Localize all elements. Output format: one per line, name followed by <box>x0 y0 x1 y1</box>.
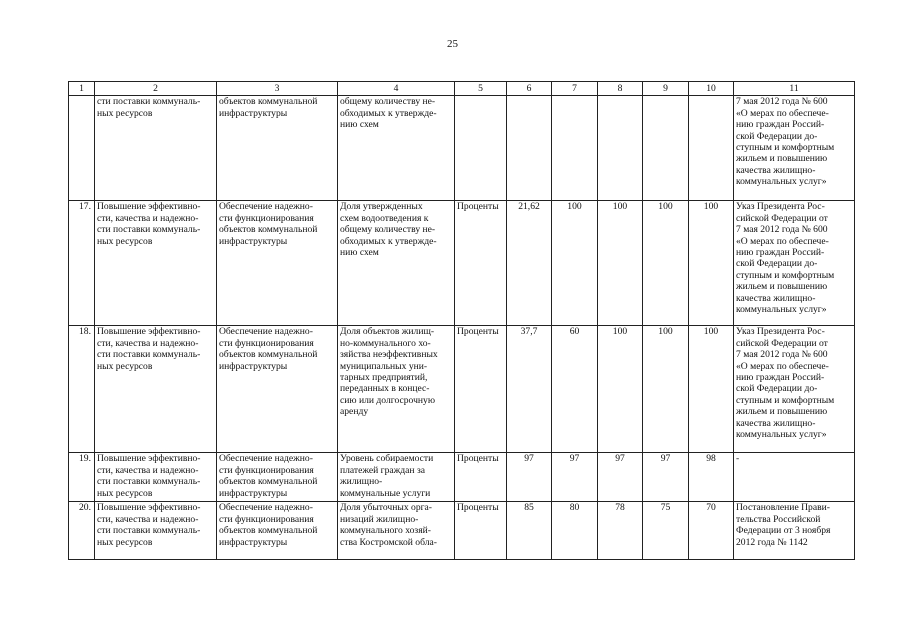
cell-line: инфраструктуры <box>219 536 288 548</box>
cell-task <box>217 326 338 453</box>
column-header: 11 <box>734 82 855 96</box>
cell-line: 7 мая 2012 года № 600 <box>736 224 828 236</box>
cell-line: Постановление Прави- <box>736 502 830 514</box>
column-header: 7 <box>552 82 598 96</box>
column-header: 10 <box>689 82 734 96</box>
cell-line: жильем и повышению <box>736 281 828 293</box>
cell-line: жильем и повышению <box>736 406 828 418</box>
cell-line: платежей граждан за <box>340 464 426 476</box>
cell-goal <box>95 96 217 201</box>
cell-line: Повышение эффективно- <box>97 453 201 465</box>
cell-task <box>217 201 338 326</box>
cell-line: сти, качества и надежно- <box>97 464 199 476</box>
column-header: 1 <box>69 82 95 96</box>
cell-line: качества жилищно- <box>736 417 816 429</box>
cell-line: - <box>736 453 740 465</box>
cell-line: качества жилищно- <box>736 164 816 176</box>
cell-line: тельства Российской <box>736 513 821 525</box>
cell-value: 97 <box>598 453 643 502</box>
cell-line: нию граждан Россий- <box>736 247 825 259</box>
cell-value <box>643 96 689 201</box>
cell-line: Доля утвержденных <box>340 201 423 213</box>
cell-value: 37,7 <box>507 326 552 453</box>
cell-line: жильем и повышению <box>736 153 828 165</box>
cell-line: Повышение эффективно- <box>97 502 201 514</box>
cell-line: сию или долгосрочную <box>340 394 436 406</box>
cell-value: 21,62 <box>507 201 552 326</box>
cell-goal <box>95 502 217 560</box>
cell-line: ступным и комфортным <box>736 142 835 154</box>
cell-task <box>217 502 338 560</box>
cell-value: 100 <box>689 326 734 453</box>
cell-line: переданных в концес- <box>340 383 430 395</box>
cell-line: коммунальных услуг» <box>736 304 827 316</box>
table-row <box>69 502 855 560</box>
cell-line: инфраструктуры <box>219 235 288 247</box>
cell-value: 100 <box>552 201 598 326</box>
cell-value <box>598 96 643 201</box>
cell-indicator <box>338 502 455 560</box>
cell-line: ступным и комфортным <box>736 269 835 281</box>
table-row <box>69 96 855 201</box>
cell-value <box>507 96 552 201</box>
cell-line: коммунальных услуг» <box>736 176 827 188</box>
cell-line: Указ Президента Рос- <box>736 201 825 213</box>
cell-line: Обеспечение надежно- <box>219 326 313 338</box>
cell-line: аренду <box>340 406 369 418</box>
cell-line: коммунального хозяй- <box>340 525 431 537</box>
header-row <box>69 82 855 96</box>
cell-unit: Проценты <box>455 453 507 502</box>
cell-value: 97 <box>643 453 689 502</box>
cell-unit: Проценты <box>455 502 507 560</box>
cell-line: Обеспечение надежно- <box>219 201 313 213</box>
cell-indicator <box>338 453 455 502</box>
column-header: 4 <box>338 82 455 96</box>
cell-goal <box>95 326 217 453</box>
cell-value: 98 <box>689 453 734 502</box>
cell-value: 100 <box>643 201 689 326</box>
cell-line: ской Федерации до- <box>736 130 818 142</box>
cell-line: сти поставки коммуналь- <box>97 224 201 236</box>
table-row <box>69 201 855 326</box>
cell-line: инфраструктуры <box>219 487 288 499</box>
cell-line: нию схем <box>340 119 379 131</box>
cell-value: 78 <box>598 502 643 560</box>
cell-value: 75 <box>643 502 689 560</box>
cell-basis <box>734 96 855 201</box>
row-number: 20. <box>69 502 95 560</box>
table-body <box>69 82 855 560</box>
cell-line: Указ Президента Рос- <box>736 326 825 338</box>
cell-line: ства Костромской обла- <box>340 536 437 548</box>
cell-line: сти функционирования <box>219 337 314 349</box>
cell-basis <box>734 502 855 560</box>
row-number: 17. <box>69 201 95 326</box>
cell-value: 100 <box>598 201 643 326</box>
cell-unit: Проценты <box>455 326 507 453</box>
cell-line: ных ресурсов <box>97 360 153 372</box>
cell-line: тарных предприятий, <box>340 372 428 384</box>
cell-line: сти функционирования <box>219 212 314 224</box>
cell-line: Доля убыточных орга- <box>340 502 433 514</box>
cell-basis <box>734 453 855 502</box>
cell-value <box>689 96 734 201</box>
cell-line: ской Федерации до- <box>736 383 818 395</box>
cell-line: сти функционирования <box>219 513 314 525</box>
cell-line: ступным и комфортным <box>736 394 835 406</box>
row-number <box>69 96 95 201</box>
cell-line: нию схем <box>340 247 379 259</box>
cell-line: инфраструктуры <box>219 360 288 372</box>
cell-line: 2012 года № 1142 <box>736 536 808 548</box>
cell-value: 100 <box>643 326 689 453</box>
cell-task <box>217 453 338 502</box>
cell-indicator <box>338 326 455 453</box>
cell-line: «О мерах по обеспече- <box>736 235 829 247</box>
row-number: 18. <box>69 326 95 453</box>
cell-value: 97 <box>552 453 598 502</box>
cell-line: объектов коммунальной <box>219 525 318 537</box>
cell-indicator <box>338 201 455 326</box>
cell-line: ных ресурсов <box>97 107 153 119</box>
cell-line: жилищно- <box>340 476 383 488</box>
cell-line: обходимых к утвержде- <box>340 235 437 247</box>
cell-line: сти, качества и надежно- <box>97 337 199 349</box>
cell-goal <box>95 201 217 326</box>
cell-line: зяйства неэффективных <box>340 349 438 361</box>
cell-line: сти поставки коммуналь- <box>97 476 201 488</box>
cell-line: но-коммунального хо- <box>340 337 431 349</box>
row-number: 19. <box>69 453 95 502</box>
cell-line: Доля объектов жилищ- <box>340 326 435 338</box>
cell-line: ных ресурсов <box>97 235 153 247</box>
column-header: 9 <box>643 82 689 96</box>
cell-line: инфраструктуры <box>219 107 288 119</box>
cell-line: нию граждан Россий- <box>736 119 825 131</box>
cell-line: объектов коммунальной <box>219 349 318 361</box>
indicators-table <box>68 81 855 560</box>
cell-line: сти поставки коммуналь- <box>97 96 201 108</box>
column-header: 5 <box>455 82 507 96</box>
cell-basis <box>734 326 855 453</box>
cell-line: сийской Федерации от <box>736 212 828 224</box>
cell-task <box>217 96 338 201</box>
column-header: 8 <box>598 82 643 96</box>
cell-value: 60 <box>552 326 598 453</box>
cell-line: схем водоотведения к <box>340 212 429 224</box>
cell-line: обходимых к утвержде- <box>340 107 437 119</box>
cell-value: 70 <box>689 502 734 560</box>
cell-goal <box>95 453 217 502</box>
cell-value: 100 <box>598 326 643 453</box>
cell-line: сти функционирования <box>219 464 314 476</box>
cell-line: ных ресурсов <box>97 487 153 499</box>
cell-line: сти поставки коммуналь- <box>97 525 201 537</box>
cell-value: 97 <box>507 453 552 502</box>
table-row <box>69 326 855 453</box>
cell-indicator <box>338 96 455 201</box>
table-row <box>69 453 855 502</box>
cell-value: 100 <box>689 201 734 326</box>
cell-line: 7 мая 2012 года № 600 <box>736 96 828 108</box>
cell-line: Обеспечение надежно- <box>219 453 313 465</box>
cell-line: сийской Федерации от <box>736 337 828 349</box>
cell-line: 7 мая 2012 года № 600 <box>736 349 828 361</box>
cell-line: «О мерах по обеспече- <box>736 360 829 372</box>
page-number: 25 <box>447 38 458 50</box>
cell-line: Федерации от 3 ноября <box>736 525 831 537</box>
cell-basis <box>734 201 855 326</box>
cell-line: качества жилищно- <box>736 292 816 304</box>
cell-value: 85 <box>507 502 552 560</box>
cell-line: ных ресурсов <box>97 536 153 548</box>
cell-line: муниципальных уни- <box>340 360 428 372</box>
cell-unit <box>455 96 507 201</box>
cell-line: сти, качества и надежно- <box>97 513 199 525</box>
cell-unit: Проценты <box>455 201 507 326</box>
cell-line: Уровень собираемости <box>340 453 434 465</box>
cell-line: коммунальных услуг» <box>736 429 827 441</box>
cell-value: 80 <box>552 502 598 560</box>
cell-line: Повышение эффективно- <box>97 326 201 338</box>
cell-line: объектов коммунальной <box>219 96 318 108</box>
cell-line: низаций жилищно- <box>340 513 419 525</box>
column-header: 2 <box>95 82 217 96</box>
cell-line: нию граждан Россий- <box>736 372 825 384</box>
cell-line: объектов коммунальной <box>219 476 318 488</box>
cell-line: «О мерах по обеспече- <box>736 107 829 119</box>
cell-line: ской Федерации до- <box>736 258 818 270</box>
cell-line: сти, качества и надежно- <box>97 212 199 224</box>
column-header: 3 <box>217 82 338 96</box>
cell-line: общему количеству не- <box>340 224 436 236</box>
cell-line: Повышение эффективно- <box>97 201 201 213</box>
column-header: 6 <box>507 82 552 96</box>
cell-value <box>552 96 598 201</box>
cell-line: Обеспечение надежно- <box>219 502 313 514</box>
cell-line: объектов коммунальной <box>219 224 318 236</box>
cell-line: общему количеству не- <box>340 96 436 108</box>
cell-line: коммунальные услуги <box>340 487 431 499</box>
cell-line: сти поставки коммуналь- <box>97 349 201 361</box>
